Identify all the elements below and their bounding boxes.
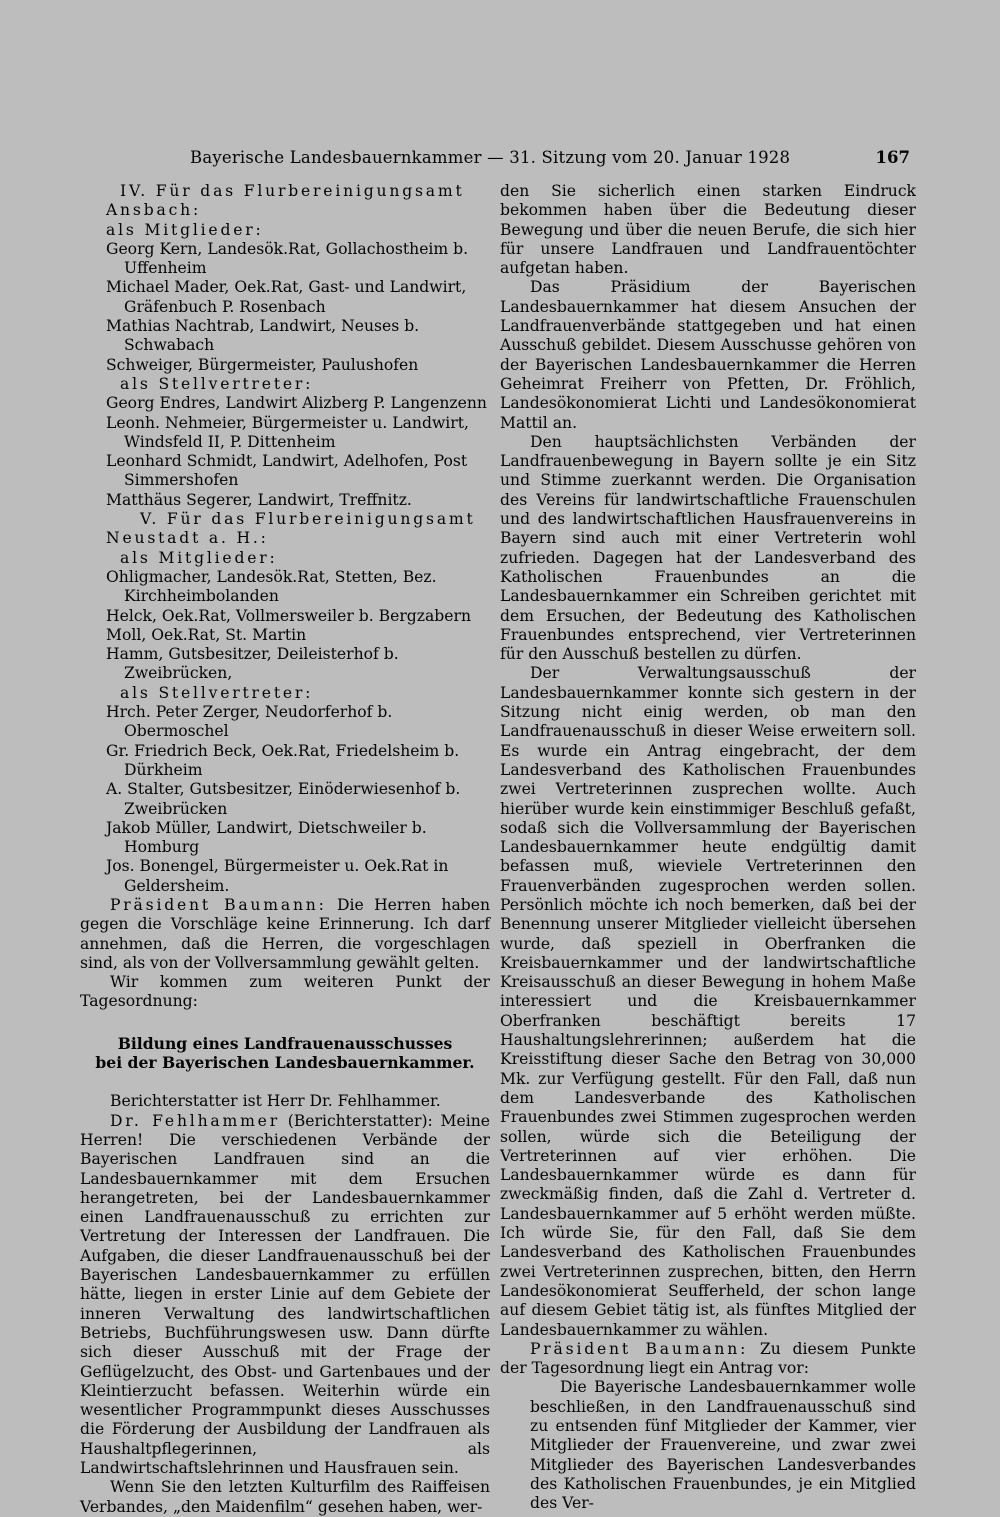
deputy-entry: Leonh. Nehmeier, Bürgermeister u. Landwirt, Windsfeld II, P. Dittenheim: [106, 413, 469, 451]
agenda-heading-line2: bei der Bayerischen Landesbauernkammer.: [95, 1053, 475, 1073]
section-location: Ansbach:: [106, 201, 202, 220]
agenda-heading-line1: Bildung eines Landfrauenausschusses: [117, 1033, 453, 1053]
member-entry: Hamm, Gutsbesitzer, Deileisterhof b. Zweibrücken,: [106, 645, 399, 683]
speech-paragraph: Den hauptsächlichsten Verbänden der Landfrauenbewegung in Bayern sollte je ein Sitz und Stimme zuerkannt werden. Die Organisation des Vereins für landwirtschaftliche Frauenschulen und des landwirtschaftlichen Hausfrauenvereins in Bayern sind auch mit einer Vertreterin wohl zufrieden. Dagegen hat der Landesverband des Katholischen Frauenbundes an die Landesbauernkammer ein Schreiben gerichtet mit dem Ersuchen, der Bedeutung des Katholischen Frauenbundes entsprechend, vier Vertreterinnen für den Ausschuß bestellen zu dürfen.: [500, 432, 916, 664]
page-number: 167: [875, 148, 910, 167]
rapporteur-line: Berichterstatter ist Herr Dr. Fehlhammer.: [110, 1092, 441, 1111]
member-entry: Ohligmacher, Landesök.Rat, Stetten, Bez. Kirchheimbolanden: [106, 567, 437, 606]
deputy-entry: Leonhard Schmidt, Landwirt, Adelhofen, Post Simmershofen: [106, 452, 468, 490]
deputy-entry: Georg Endres, Landwirt Alizberg P. Langenzenn: [106, 394, 487, 413]
section-heading: V. Für das Flurbereinigungsamt: [140, 510, 476, 529]
speech-paragraph: Das Präsidium der Bayerischen Landesbauernkammer hat diesem Ansuchen der Landfrauenverbände stattgegeben und hat einen Ausschuß gebildet. Diesem Ausschusse gehören von der Bayerischen Landesbauernkammer die Herren Geheimrat Freiherr von Pfetten, Dr. Fröhlich, Landesökonomierat Lichti und Landesökonomierat Mattil an.: [500, 278, 916, 432]
speech-paragraph: den Sie sicherlich einen starken Eindruck bekommen haben über die Bedeutung dieser Bewegung und über die neuen Berufe, die sich hier für unsere Landfrauen und Landfrauentöchter aufgetan haben.: [500, 182, 916, 278]
deputy-entry: Jakob Müller, Landwirt, Dietschweiler b. Homburg: [106, 818, 427, 857]
rapporteur-speech: [80, 1112, 490, 1479]
section-heading: IV. Für das Flurbereinigungsamt: [120, 182, 465, 200]
running-title: Bayerische Landesbauernkammer — 31. Sitzung vom 20. Januar 1928: [190, 148, 791, 167]
speech-paragraph: Wenn Sie den letzten Kulturfilm des Raiffeisen Verbandes, „den Maidenfilm“ gesehen haben, wer-: [80, 1478, 490, 1516]
agenda-transition: Wir kommen zum weiteren Punkt der Tagesordnung:: [80, 973, 490, 1011]
deputy-entry: A. Stalter, Gutsbesitzer, Einöderwiesenhof b. Zweibrücken: [106, 780, 461, 818]
speaker-name: Präsident Baumann:: [110, 895, 327, 914]
agenda-heading: [80, 1034, 490, 1073]
deputy-entry: Hrch. Peter Zerger, Neudorferhof b. Obermoschel: [106, 703, 393, 741]
deputies-label: als Stellvertreter:: [120, 683, 314, 702]
speaker-name: Präsident Baumann:: [530, 1339, 749, 1358]
speech-text: (Berichterstatter): Meine Herren! Die verschiedenen Verbände der Bayerischen Landfrauen sind an die Landesbauernkammer mit dem Ersuchen herangetreten, bei der Landesbauernkammer einen Landfrauenausschuß zu errichten zur Vertretung der Interessen der Landfrauen. Die Aufgaben, die dieser Landfrauenausschuß bei der Bayerischen Landesbauernkammer zu erfüllen hätte, liegen in erster Linie auf dem Gebiete der inneren Verwaltung des landwirtschaftlichen Betriebs, Buchführungswesen usw. Dann dürfte sich dieser Ausschuß mit der Frage der Geflügelzucht, des Obst- und Gartenbaues und der Kleintierzucht befassen. Weiterhin würde ein wesentlicher Programmpunkt dieses Ausschusses die Förderung der Ausbildung der Landfrauen als Haushaltpflegerinnen, als Landwirtschaftslehrinnen und Hausfrauen sein.: [80, 1111, 490, 1477]
member-entry: Mathias Nachtrab, Landwirt, Neuses b. Schwabach: [106, 317, 420, 355]
deputies-label: als Stellvertreter:: [120, 374, 314, 393]
member-entry: Georg Kern, Landesök.Rat, Gollachostheim b. Uffenheim: [106, 239, 469, 278]
deputy-entry: Matthäus Segerer, Landwirt, Treffnitz.: [106, 490, 412, 509]
left-column: [80, 182, 490, 1517]
deputy-entry: Gr. Friedrich Beck, Oek.Rat, Friedelsheim b. Dürkheim: [106, 741, 460, 779]
president-remark: [80, 896, 490, 973]
member-entry: Michael Mader, Oek.Rat, Gast- und Landwirt, Gräfenbuch P. Rosenbach: [106, 278, 467, 316]
speaker-name: Dr. Fehlhammer: [110, 1111, 280, 1130]
members-label: als Mitglieder:: [106, 220, 264, 239]
speech-text: Zu diesem Punkte der Tagesordnung liegt ein Antrag vor:: [500, 1339, 916, 1378]
motion-quote: Die Bayerische Landesbauernkammer wolle beschließen, in den Landfrauenausschuß sind zu entsenden fünf Mitglieder der Kammer, vier Mitglieder der Frauenvereine, und zwar zwei Mitglieder des Bayerischen Landesverbandes des Katholischen Frauenbundes, je ein Mitglied des Ver-: [530, 1378, 916, 1513]
member-entry: Helck, Oek.Rat, Vollmersweiler b. Bergzabern: [106, 606, 471, 625]
right-column: [500, 182, 916, 1513]
speech-paragraph: Der Verwaltungsausschuß der Landesbauernkammer konnte sich gestern in der Sitzung nicht einig werden, ob man den Landfrauenausschuß in dieser Weise erweitern soll. Es wurde ein Antrag eingebracht, der dem Landesverband des Katholischen Frauenbundes zwei Vertreterinnen zusprechen wollte. Auch hierüber wurde kein einstimmiger Beschluß gefaßt, sodaß sich die Vollversammlung der Bayerischen Landesbauernkammer heute endgültig damit befassen muß, wieviele Vertreterinnen den Frauenverbänden zugesprochen werden sollen. Persönlich möchte ich noch bemerken, daß bei der Benennung unserer Mitglieder vielleicht übersehen wurde, daß speziell in Oberfranken die Kreisbauernkammer und der landwirtschaftliche Kreisausschuß an dieser Bewegung in hohem Maße interessiert und die Kreisbauernkammer Oberfranken beschäftigt bereits 17 Haushaltungslehrerinnen; außerdem hat die Kreisstiftung dieser Sache den Betrag von 30,000 Mk. zur Verfügung gestellt. Für den Fall, daß nun dem Landesverbande des Katholischen Frauenbundes zwei Stimmen zugesprochen werden sollen, würde sich die Beteiligung der Vertreterinnen auf vier erhöhen. Die Landesbauernkammer würde es dann für zweckmäßig finden, daß die Zahl d. Vertreter d. Landesbauernkammer auf 5 erhöht werden müßte. Ich würde Sie, für den Fall, daß Sie dem Landesverband des Katholischen Frauenbundes zwei Vertreterinnen zusprechen, bitten, den Herrn Landesökonomierat Seufferheld, der schon lange auf diesem Gebiet tätig ist, als fünftes Mitglied der Landesbauernkammer zu wählen.: [500, 664, 916, 1339]
speech-text: Die Herren haben gegen die Vorschläge keine Erinnerung. Ich darf annehmen, daß die Herren, die vorgeschlagen sind, als von der Vollversammlung gewählt gelten.: [80, 895, 490, 972]
section-location: Neustadt a. H.:: [106, 529, 269, 548]
deputy-entry: Jos. Bonengel, Bürgermeister u. Oek.Rat in Geldersheim.: [106, 857, 449, 895]
members-label: als Mitglieder:: [120, 548, 278, 567]
president-remark: [500, 1340, 916, 1379]
member-entry: Moll, Oek.Rat, St. Martin: [106, 625, 307, 644]
member-entry: Schweiger, Bürgermeister, Paulushofen: [106, 355, 419, 374]
